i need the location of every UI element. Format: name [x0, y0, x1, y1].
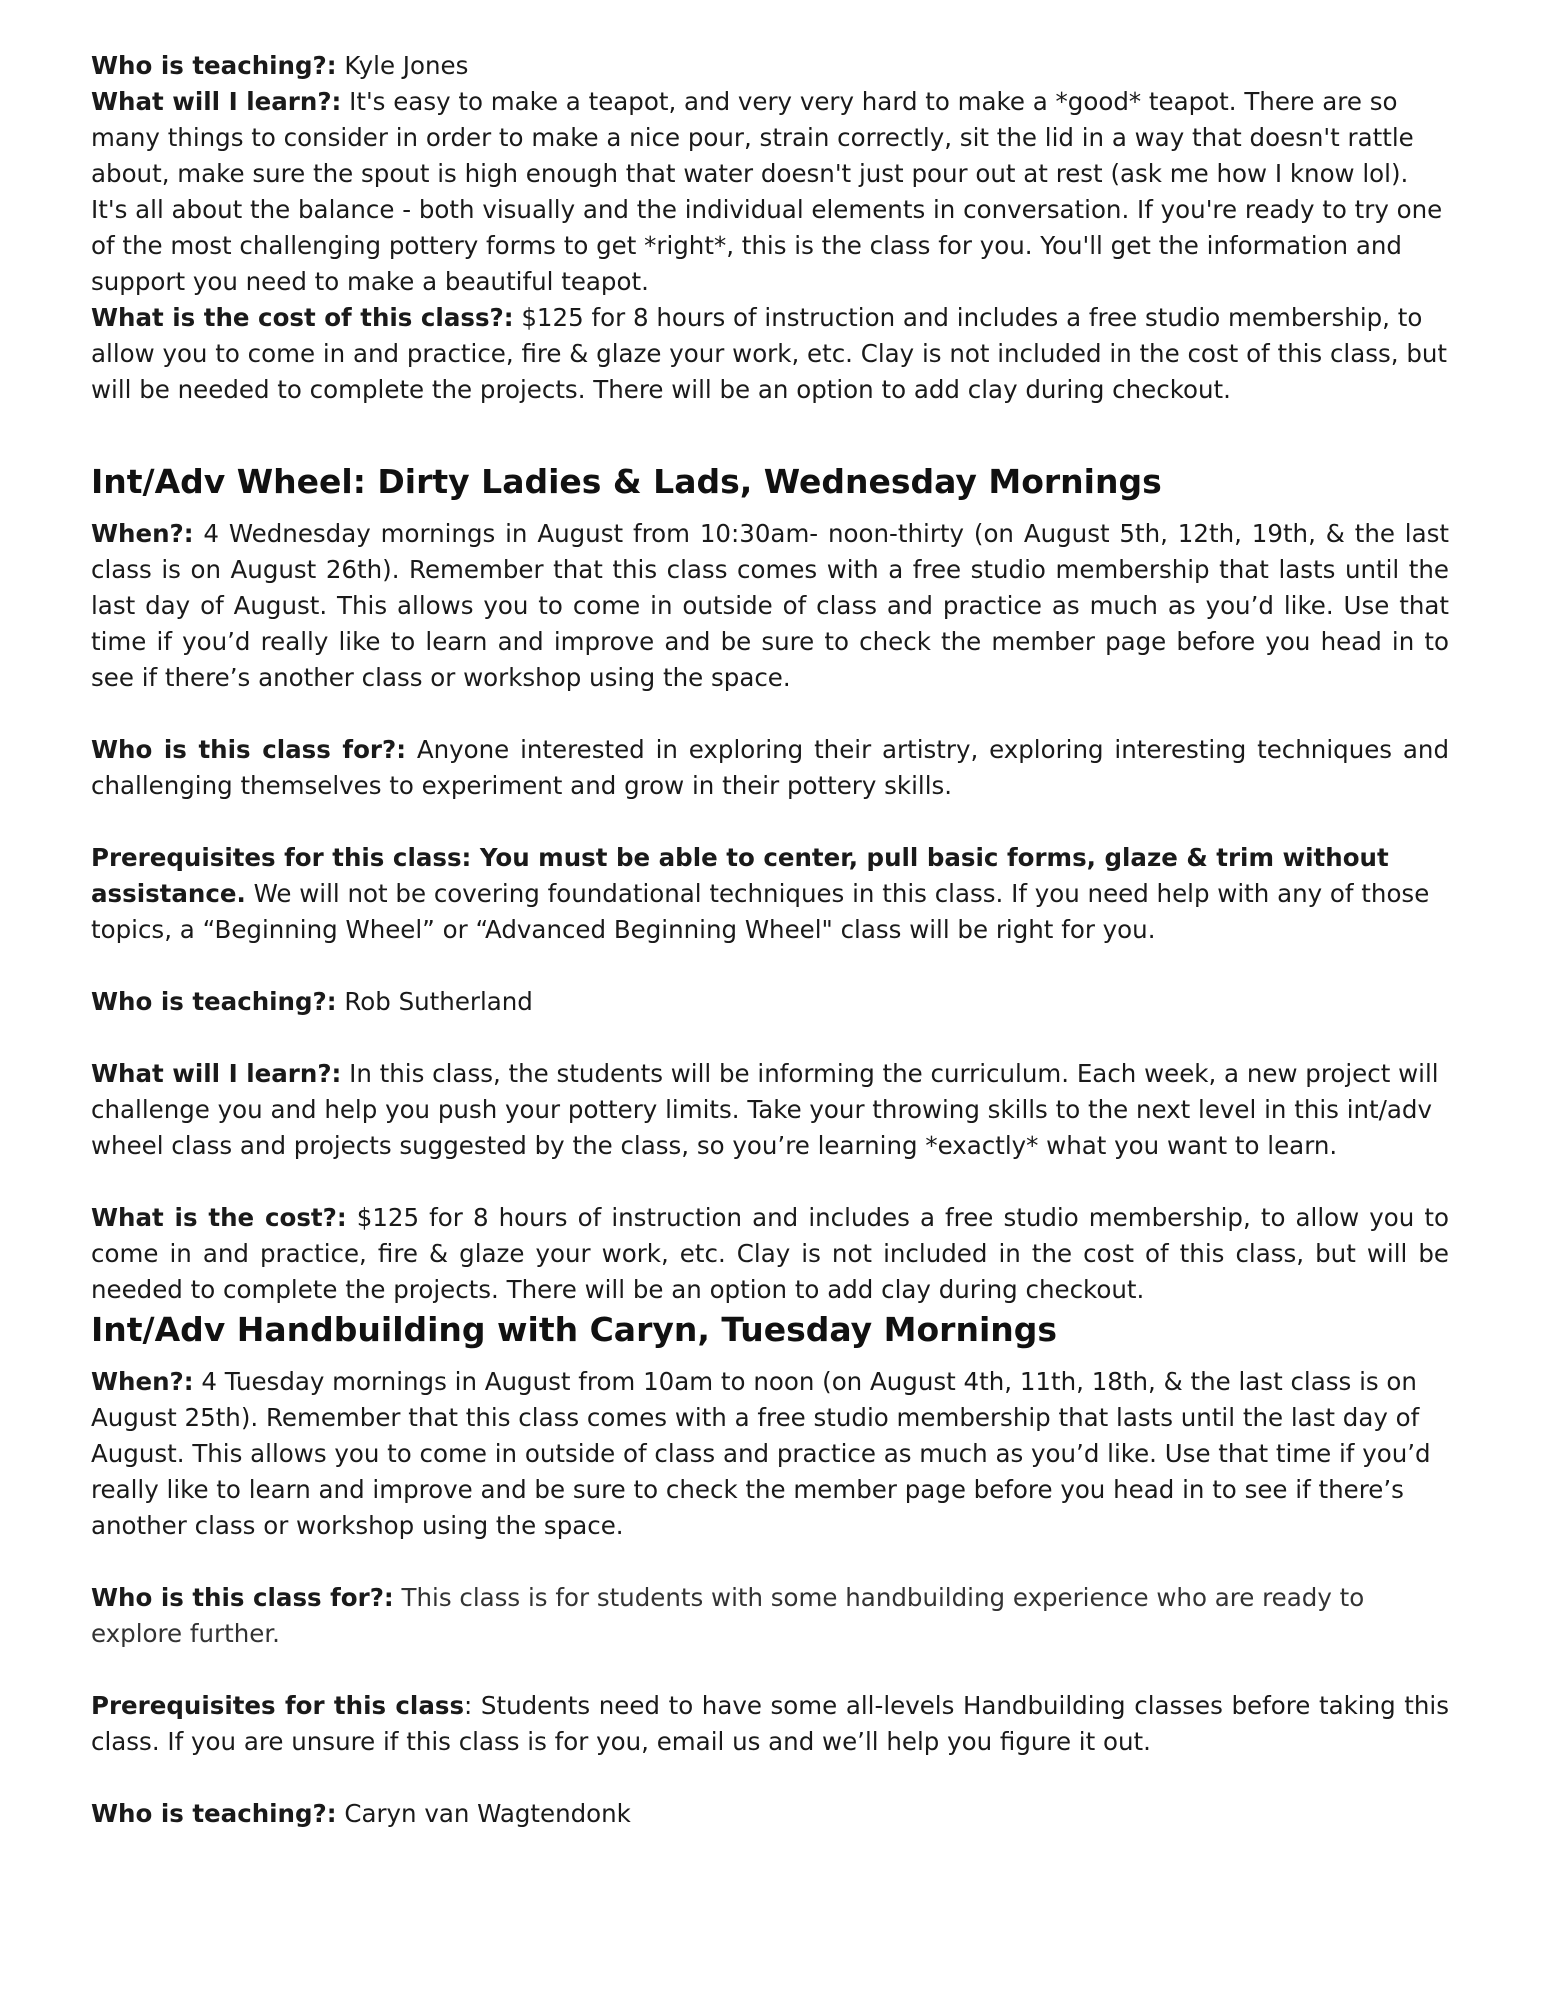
handbuilding-teacher-value: Caryn van Wagtendonk [336, 1799, 631, 1828]
wheel-teacher [91, 984, 1449, 1020]
wheel-for-label: Who is this class for?: [91, 735, 407, 764]
wheel-cost-label: What is the cost?: [91, 1203, 347, 1232]
handbuilding-for-label: Who is this class for?: [91, 1583, 394, 1612]
teapot-learn [91, 84, 1449, 300]
wheel-for [91, 732, 1449, 804]
handbuilding-for-value: This class is for students with some handbuilding experience who are ready to explore further. [91, 1583, 1365, 1648]
wheel-learn-value: In this class, the students will be informing the curriculum. Each week, a new project will challenge you and help you push your pottery limits. Take your throwing skills to the next level in this int/adv wheel class and projects suggested by the class, so you’re learning *exactly* what you want to learn. [91, 1059, 1439, 1160]
wheel-cost-value: $125 for 8 hours of instruction and includes a free studio membership, to allow you to come in and practice, fire & glaze your work, etc. Clay is not included in the cost of this class, but will be needed to complete the projects. There will be an option to add clay during checkout. [91, 1203, 1449, 1304]
handbuilding-for [91, 1580, 1449, 1652]
handbuilding-when [91, 1364, 1449, 1544]
wheel-learn [91, 1056, 1449, 1164]
wheel-for-value: Anyone interested in exploring their artistry, exploring interesting techniques and challenging themselves to experiment and grow in their pottery skills. [91, 735, 1450, 800]
wheel-teacher-value: Rob Sutherland [336, 987, 533, 1016]
wheel-when [91, 516, 1449, 696]
wheel-when-value: 4 Wednesday mornings in August from 10:30am- noon-thirty (on August 5th, 12th, 19th, & the last class is on August 26th). Remember that this class comes with a free studio membership that lasts until the last day of August. This allows you to come in outside of class and practice as much as you’d like. Use that time if you’d really like to learn and improve and be sure to check the member page before you head in to see if there’s another class or workshop using the space. [91, 519, 1449, 692]
wheel-prereq [91, 840, 1449, 948]
wheel-teacher-label: Who is teaching?: [91, 987, 337, 1016]
handbuilding-prereq-label: Prerequisites for this class [91, 1691, 465, 1720]
teapot-cost-label: What is the cost of this class?: [91, 303, 514, 332]
handbuilding-when-label: When?: [91, 1367, 194, 1396]
teapot-cost [91, 300, 1449, 408]
handbuilding-when-value: 4 Tuesday mornings in August from 10am to noon (on August 4th, 11th, 18th, & the last class is on August 25th). Remember that this class comes with a free studio membership that lasts until the last day of August. This allows you to come in outside of class and practice as much as you’d like. Use that time if you’d really like to learn and improve and be sure to check the member page before you head in to see if there’s another class or workshop using the space. [91, 1367, 1431, 1540]
handbuilding-teacher-label: Who is teaching?: [91, 1799, 337, 1828]
teapot-learn-value: It's easy to make a teapot, and very very hard to make a *good* teapot. There are so many things to consider in order to make a nice pour, strain correctly, sit the lid in a way that doesn't rattle about, make sure the spout is high enough that water doesn't just pour out at rest (ask me how I know lol). It's all about the balance - both visually and the individual elements in conversation. If you're ready to try one of the most challenging pottery forms to get *right*, this is the class for you. You'll get the information and support you need to make a beautiful teapot. [91, 87, 1443, 296]
teapot-teacher-label: Who is teaching?: [91, 51, 337, 80]
wheel-prereq-value: We will not be covering foundational techniques in this class. If you need help with any of those topics, a “Beginning Wheel” or “Advanced Beginning Wheel" class will be right for you. [91, 879, 1430, 944]
wheel-cost [91, 1200, 1449, 1308]
handbuilding-heading: Int/Adv Handbuilding with Caryn, Tuesday Mornings [91, 1310, 1058, 1349]
wheel-when-label: When?: [91, 519, 194, 548]
handbuilding-teacher [91, 1796, 1449, 1832]
handbuilding-prereq [91, 1688, 1449, 1760]
wheel-heading: Int/Adv Wheel: Dirty Ladies & Lads, Wednesday Mornings [91, 462, 1162, 501]
teapot-teacher-value: Kyle Jones [336, 51, 469, 80]
handbuilding-prereq-value: : Students need to have some all-levels Handbuilding classes before taking this class. If you are unsure if this class is for you, email us and we’ll help you figure it out. [91, 1691, 1449, 1756]
teapot-cost-value: $125 for 8 hours of instruction and includes a free studio membership, to allow you to come in and practice, fire & glaze your work, etc. Clay is not included in the cost of this class, but will be needed to complete the projects. There will be an option to add clay during checkout. [91, 303, 1448, 404]
teapot-learn-label: What will I learn?: [91, 87, 342, 116]
wheel-learn-label: What will I learn?: [91, 1059, 342, 1088]
teapot-teacher [91, 48, 1449, 84]
wheel-prereq-label: Prerequisites for this class: You must be able to center, pull basic forms, glaze & trim without assistance. [91, 843, 1389, 908]
